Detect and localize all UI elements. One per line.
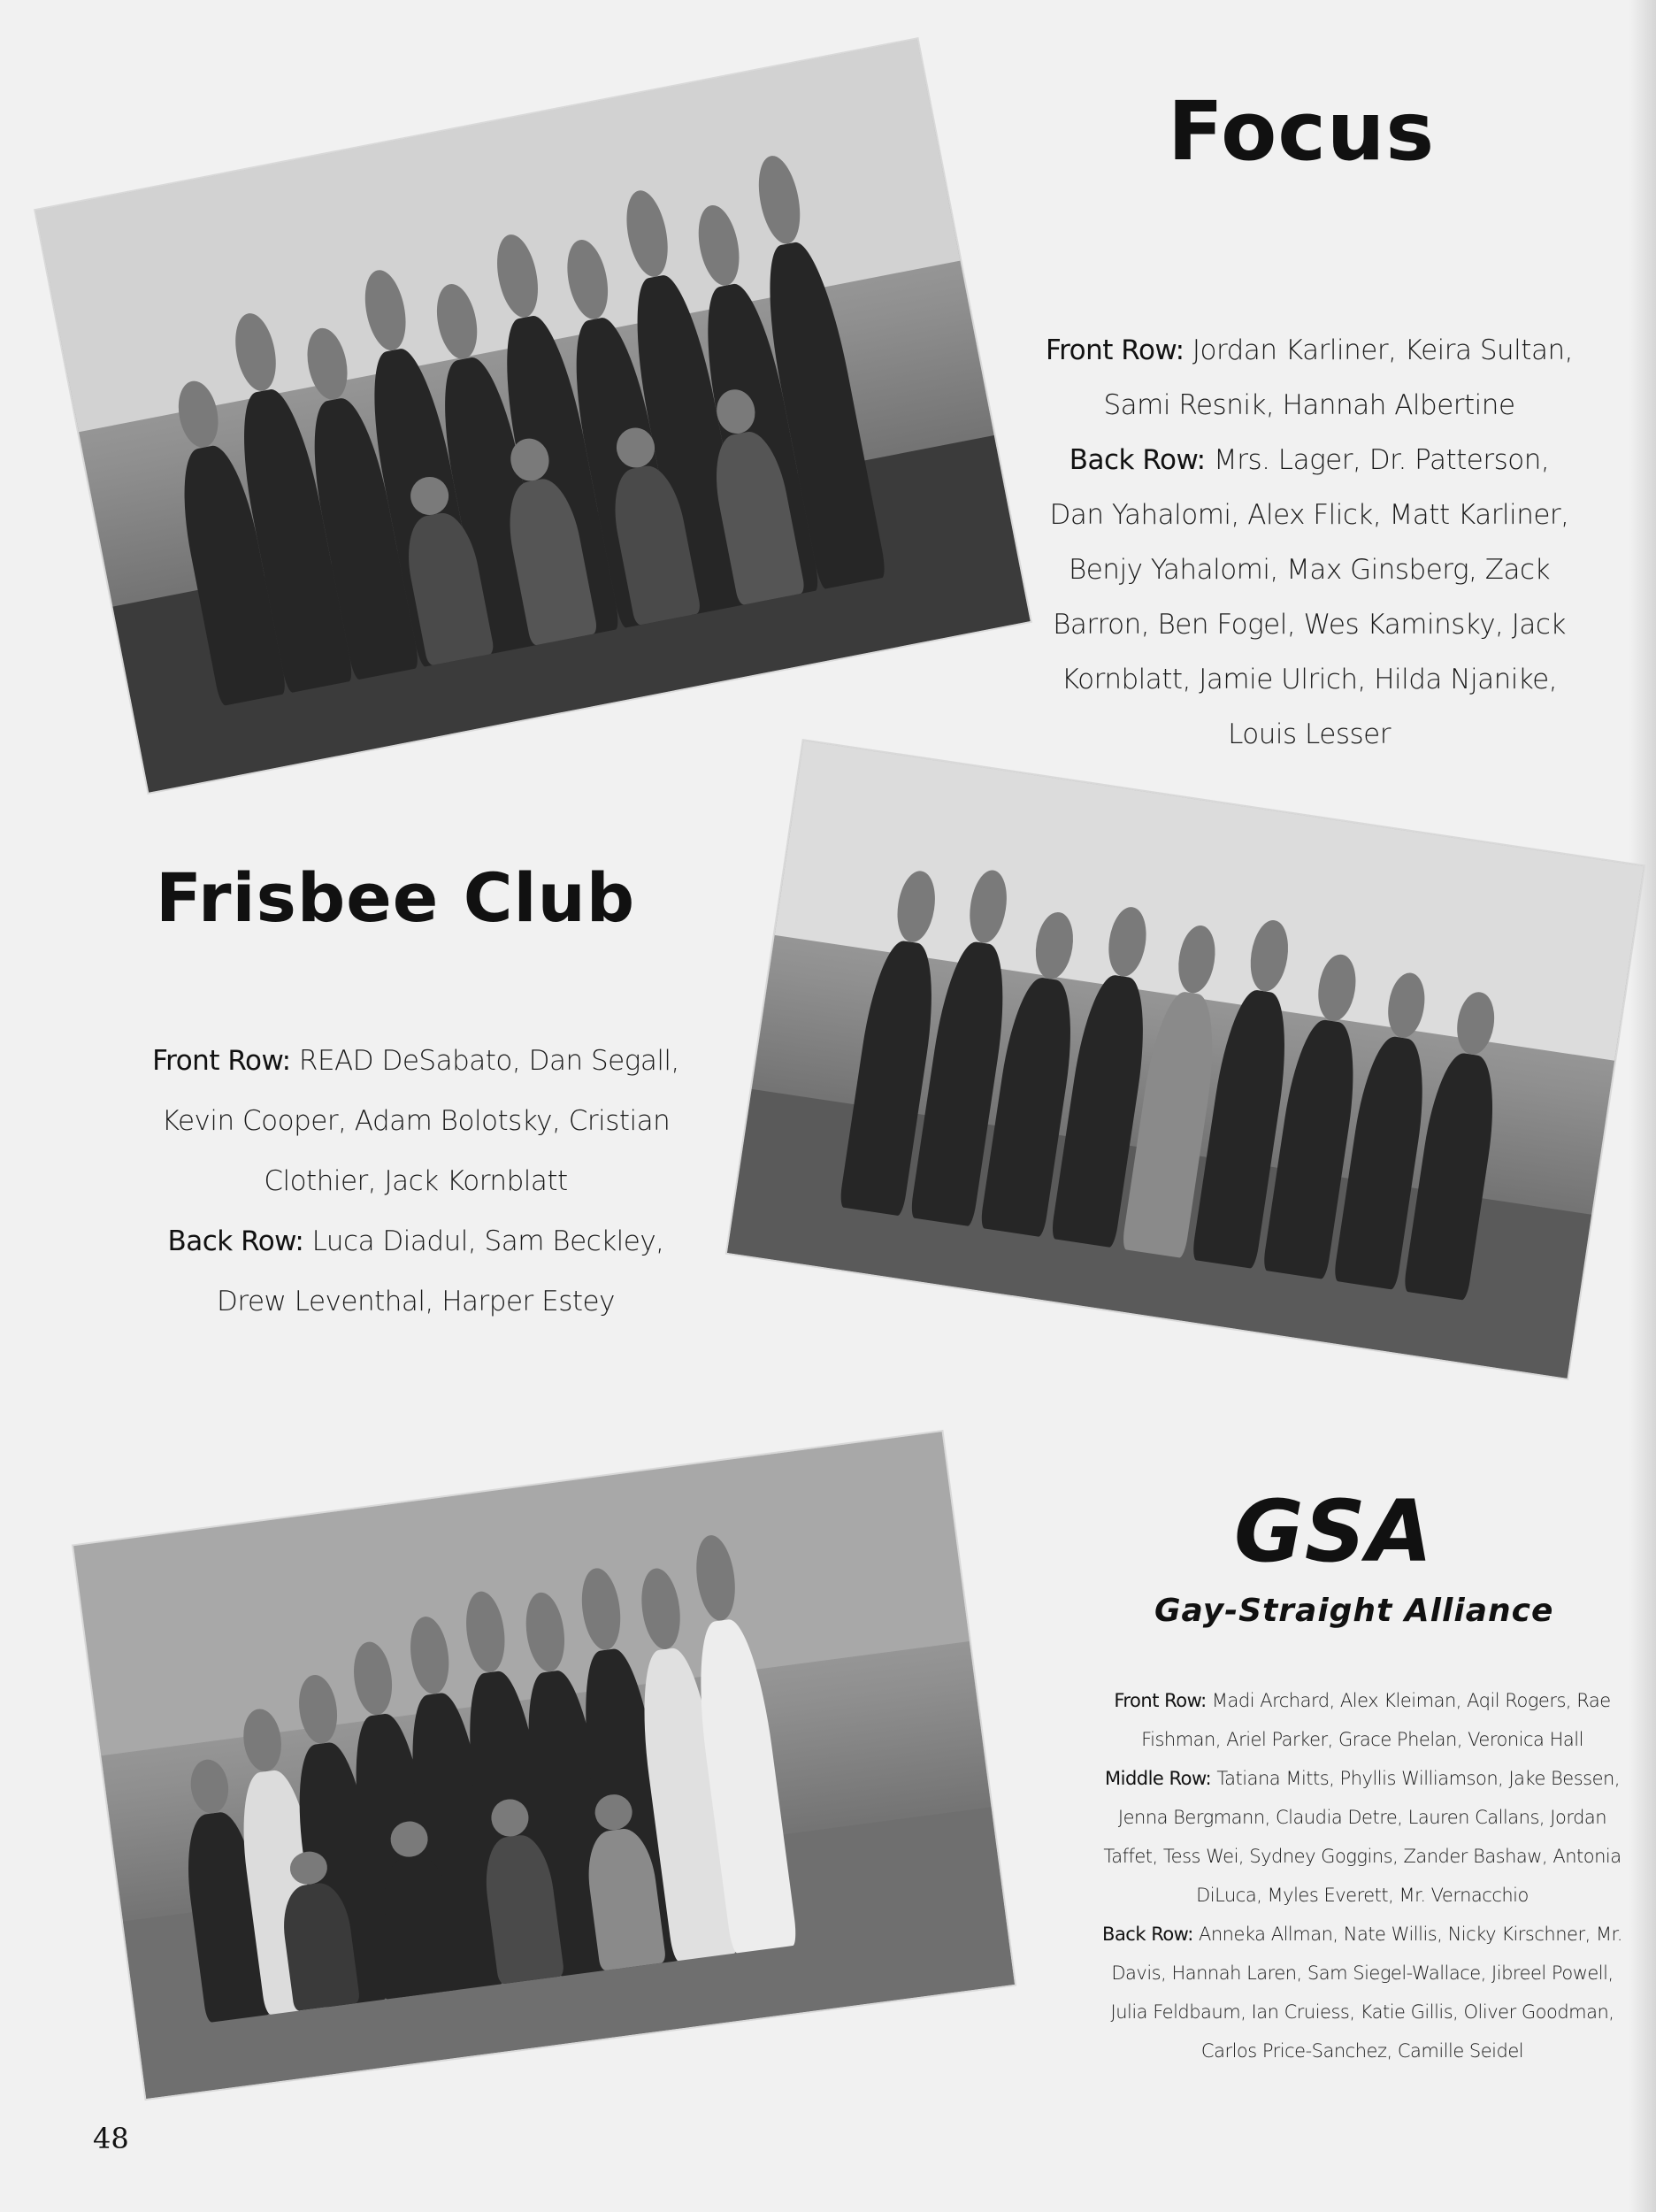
focus-group-photo xyxy=(35,39,1030,792)
frisbee-club-names xyxy=(150,1031,681,1332)
focus-names xyxy=(1044,323,1575,762)
page-edge-shadow xyxy=(1629,0,1656,2212)
gsa-middle-row-label: Middle Row: xyxy=(1104,1768,1212,1789)
frisbee-club-photo xyxy=(727,741,1644,1378)
focus-front-row-label: Front Row: xyxy=(1046,334,1184,366)
frisbee-front-row-names: READ DeSabato, Dan Segall, Kevin Cooper, Adam Bolotsky, Cristian Clothier, Jack Kornblatt xyxy=(161,1045,679,1197)
focus-back-row-names: Mrs. Lager, Dr. Patterson, Dan Yahalomi, Alex Flick, Matt Karliner, Benjy Yahalomi, Max Ginsberg, Zack Barron, Ben Fogel, Wes Kaminsky, Jack Kornblatt, Jamie Ulrich, Hilda Njanike, Louis Lesser xyxy=(1049,444,1569,750)
frisbee-back-row-names: Luca Diadul, Sam Beckley, Drew Leventhal, Harper Estey xyxy=(217,1225,664,1317)
focus-title: Focus xyxy=(1168,84,1436,179)
frisbee-back-row-label: Back Row: xyxy=(167,1225,304,1257)
gsa-back-row-label: Back Row: xyxy=(1102,1924,1193,1945)
frisbee-club-title: Frisbee Club xyxy=(156,858,636,937)
gsa-subtitle: Gay-Straight Alliance xyxy=(1154,1593,1554,1629)
gsa-group-photo xyxy=(73,1432,1015,2099)
gsa-front-row-label: Front Row: xyxy=(1114,1690,1207,1711)
focus-back-row-label: Back Row: xyxy=(1069,444,1206,476)
gsa-title: GSA xyxy=(1234,1482,1434,1581)
gsa-back-row-names: Anneka Allman, Nate Willis, Nicky Kirschner, Mr. Davis, Hannah Laren, Sam Siegel-Wallace, Jibreel Powell, Julia Feldbaum, Ian Cruiess, Katie Gillis, Oliver Goodman, Carlos Price-Sanchez, Camille Seidel xyxy=(1110,1924,1622,2062)
gsa-names xyxy=(1097,1681,1628,2070)
focus-front-row-names: Jordan Karliner, Keira Sultan, Sami Resnik, Hannah Albertine xyxy=(1103,334,1573,421)
gsa-front-row-names: Madi Archard, Alex Kleiman, Aqil Rogers, Rae Fishman, Ariel Parker, Grace Phelan, Veronica Hall xyxy=(1141,1690,1611,1750)
gsa-middle-row-names: Tatiana Mitts, Phyllis Williamson, Jake Bessen, Jenna Bergmann, Claudia Detre, Lauren Callans, Jordan Taffet, Tess Wei, Sydney Goggins, Zander Bashaw, Antonia DiLuca, Myles Everett, Mr. Vernacchio xyxy=(1103,1768,1622,1906)
frisbee-front-row-label: Front Row: xyxy=(152,1045,291,1077)
page-number: 48 xyxy=(93,2122,129,2155)
